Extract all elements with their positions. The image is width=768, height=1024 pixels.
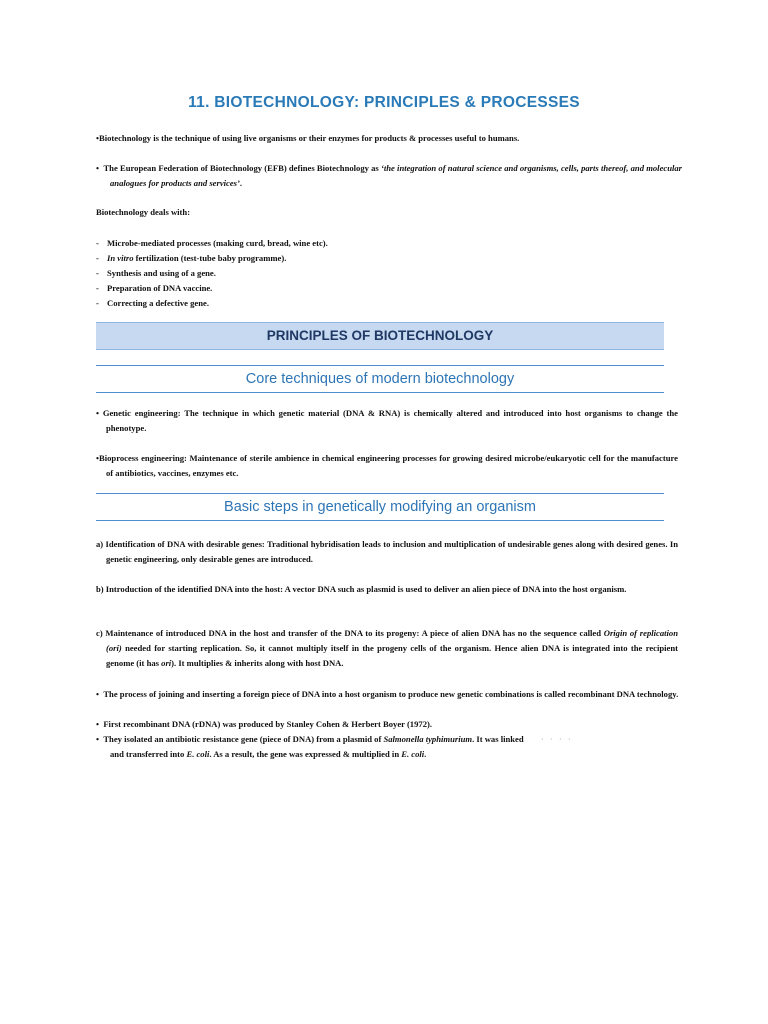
deals-heading: Biotechnology deals with: <box>96 207 191 217</box>
core-item-genetic-engineering <box>96 406 678 436</box>
bullet-icon: • <box>96 453 100 463</box>
principles-banner: PRINCIPLES OF BIOTECHNOLOGY <box>96 322 664 350</box>
basic-steps-heading: Basic steps in genetically modifying an organism <box>96 493 664 521</box>
list-item <box>96 266 668 281</box>
step-c-mid: needed for starting replication. So, it cannot multiply itself in the progeny cells of the organism. Hence alien DNA is integrated into the recipient genome (it has <box>106 643 678 668</box>
dash-marker: - <box>96 298 99 308</box>
recomb-p1-text: The process of joining and inserting a foreign piece of DNA into a host organism to produce new genetic combinations is called recombinant DNA technology. <box>103 689 679 699</box>
core-techniques-heading: Core techniques of modern biotechnology <box>96 365 664 393</box>
list-item-text: fertilization (test-tube baby programme). <box>133 253 287 263</box>
step-c-italic-ori: Origin of replication (ori) <box>106 628 678 653</box>
list-item <box>96 236 668 251</box>
recomb-p3-line2-lead: and transferred into <box>110 749 187 759</box>
list-item <box>96 251 668 266</box>
dash-marker: - <box>96 268 99 278</box>
bullet-icon: • <box>96 133 100 143</box>
list-item-text: Synthesis and using of a gene. <box>107 268 216 278</box>
list-item-italic: In vitro <box>107 253 134 263</box>
list-item-text: Correcting a defective gene. <box>107 298 209 308</box>
recomb-paragraph-1 <box>96 687 682 702</box>
core-item-bioprocess-engineering <box>96 451 678 481</box>
dash-marker: - <box>96 283 99 293</box>
recomb-p3-line2-mid: . As a result, the gene was expressed & multiplied in <box>209 749 402 759</box>
deals-list <box>96 236 668 311</box>
intro-paragraph-1 <box>96 131 668 146</box>
recomb-p3-mid: . It was linked <box>472 734 524 744</box>
step-c-italic-ori-short: ori <box>161 658 172 668</box>
dash-marker: - <box>96 238 99 248</box>
list-item-text: Microbe-mediated processes (making curd, bread, wine etc). <box>107 238 328 248</box>
ecoli-name: E. coli <box>186 749 210 759</box>
faint-marks: · · · · <box>540 734 573 744</box>
intro-p2-lead: The European Federation of Biotechnology (EFB) defines Biotechnology as <box>103 163 381 173</box>
step-c-end: ). It multiplies & inherits along with host DNA. <box>171 658 344 668</box>
efb-definition-quote: ‘the integration of natural science and organisms, cells, parts thereof, and molecular analogues for products and services’ <box>110 163 683 188</box>
page-title: 11. BIOTECHNOLOGY: PRINCIPLES & PROCESSES <box>188 94 580 111</box>
list-item <box>96 296 668 311</box>
salmonella-name: Salmonella typhimurium <box>383 734 473 744</box>
step-a: a) Identification of DNA with desirable genes: Traditional hybridisation leads to inclusion and multiplication of undesirable genes along with desired genes. In genetic engineering, only desirable genes are introduced. <box>96 539 678 564</box>
list-item <box>96 281 668 296</box>
core-item-text: Bioprocess engineering: Maintenance of sterile ambience in chemical engineering processes for growing desired microbe/eukaryotic cell for the manufacture of antibiotics, vaccines, enzymes etc. <box>99 453 678 478</box>
step-b: b) Introduction of the identified DNA into the host: A vector DNA such as plasmid is used to deliver an alien piece of DNA into the host organism. <box>96 584 627 594</box>
intro-paragraph-2 <box>96 161 682 191</box>
bullet-icon: • <box>96 734 104 744</box>
bullet-icon: • <box>96 719 104 729</box>
dash-marker: - <box>96 253 99 263</box>
recomb-paragraph-2 <box>96 717 682 732</box>
recomb-p3-end: . <box>424 749 427 759</box>
recomb-p2-text: First recombinant DNA (rDNA) was produced by Stanley Cohen & Herbert Boyer (1972). <box>103 719 432 729</box>
step-c-lead: c) Maintenance of introduced DNA in the host and transfer of the DNA to its progeny: A piece of alien DNA has no the sequence called <box>96 628 604 638</box>
recomb-paragraph-3 <box>96 732 682 762</box>
bullet-icon: • <box>96 408 103 418</box>
ecoli-name: E. coli <box>401 749 425 759</box>
step-c <box>96 626 678 671</box>
core-item-text: Genetic engineering: The technique in which genetic material (DNA & RNA) is chemically altered and introduced into host organisms to change the phenotype. <box>102 408 678 433</box>
list-item-text: Preparation of DNA vaccine. <box>107 283 213 293</box>
recomb-p3-lead: They isolated an antibiotic resistance gene (piece of DNA) from a plasmid of <box>103 734 384 744</box>
intro-p2-end: . <box>239 178 243 188</box>
intro-p1-text: Biotechnology is the technique of using live organisms or their enzymes for products & processes useful to humans. <box>99 133 520 143</box>
bullet-icon: • <box>96 689 104 699</box>
bullet-icon: • <box>96 163 104 173</box>
